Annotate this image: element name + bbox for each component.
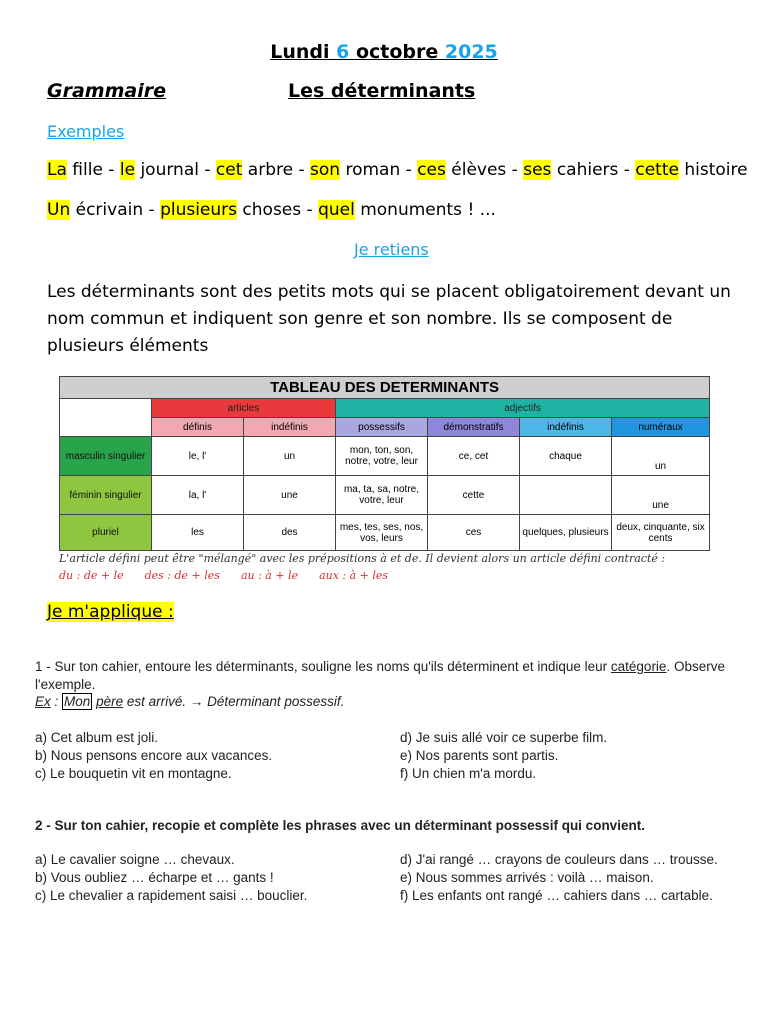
determinants-table [59,376,709,548]
subject-title: Grammaire [47,80,166,102]
determinant-highlight: le [119,160,136,180]
table-cell: ces [428,515,520,551]
determinant-highlight: cette [635,160,679,180]
table-cell: mes, tes, ses, nos, vos, leurs [336,515,428,551]
table-cell: quelques, plusieurs [520,515,612,551]
contraction-des: des : de + les [144,569,220,582]
table-cell: chaque [520,437,612,476]
contraction-du: du : de + le [59,569,124,582]
determinant-highlight: Un [47,200,71,220]
table-cell: le, l' [152,437,244,476]
contractions-line [59,569,388,582]
table-cell: la, l' [152,476,244,515]
table-cell: un [612,437,710,476]
table-title: TABLEAU DES DETERMINANTS [60,377,710,399]
example-text: journal - [135,160,216,180]
examples-line-1 [47,160,748,180]
example-determinant: Mon [64,694,91,709]
exercise-2-item-c: c) Le chevalier a rapidement saisi … bouclier. [35,888,308,903]
header-indefinis-adj: indéfinis [520,418,612,437]
example-rest: est arrivé. → Déterminant possessif. [123,694,345,709]
table-cell: ma, ta, sa, notre, votre, leur [336,476,428,515]
exercise-2-item-d: d) J'ai rangé … crayons de couleurs dans … trousse. [400,852,718,867]
example-text: arbre - [242,160,311,180]
topic-title: Les déterminants [288,80,476,102]
example-text: histoire [678,160,748,180]
determinant-highlight: ces [417,160,446,180]
exercise-1-title-underlined: catégorie [610,659,667,674]
date-heading [0,41,768,63]
table-cell: cette [428,476,520,515]
determinant-highlight: cet [215,160,243,180]
determinant-highlight: La [47,160,67,180]
determinant-highlight: quel [318,200,355,220]
example-separator: : [50,694,63,709]
example-text: élèves - [445,160,524,180]
example-text: cahiers - [551,160,636,180]
row-label-pluriel: pluriel [60,515,152,551]
exercise-1-item-d: d) Je suis allé voir ce superbe film. [400,730,608,745]
example-text: choses - [237,200,319,220]
row-label-masculin: masculin singulier [60,437,152,476]
table-cell: des [244,515,336,551]
header-possessifs: possessifs [336,418,428,437]
determinant-highlight: plusieurs [160,200,238,220]
header-numeraux: numéraux [612,418,710,437]
table-cell: un [244,437,336,476]
exercise-1-item-b: b) Nous pensons encore aux vacances. [35,748,273,763]
exercise-2-title: 2 - Sur ton cahier, recopie et complète les phrases avec un déterminant possessif qui convient. [35,818,645,833]
exercise-1-title-end: . Observe l'exemple. [35,659,725,692]
header-demonstratifs: démonstratifs [428,418,520,437]
date-weekday: Lundi [270,41,337,63]
retiens-paragraph: Les déterminants sont des petits mots qui se placent obligatoirement devant un nom commun et indiquent son genre et son nombre. Ils se composent de plusieurs éléments [47,282,731,356]
table-cell: ce, cet [428,437,520,476]
article-contracte-note: L'article défini peut être "mélangé" avec les prépositions à et de. Il devient alors un article défini contracté : [59,552,666,565]
exercise-1-title-part: 1 - Sur ton cahier, entoure les déterminants, souligne les noms qu'ils déterminent et indique leur [35,659,611,674]
exercise-1-example [35,694,344,709]
exercise-1-item-c: c) Le bouquetin vit en montagne. [35,766,232,781]
examples-link[interactable]: Exemples [47,122,125,141]
table-cell: une [612,476,710,515]
example-text: roman - [340,160,418,180]
date-month: octobre [349,41,445,63]
example-text: fille - [66,160,120,180]
exercise-1-item-a: a) Cet album est joli. [35,730,159,745]
examples-line-2 [47,200,496,220]
example-noun: père [96,694,124,709]
exercise-2-item-f: f) Les enfants ont rangé … cahiers dans … cartable. [400,888,713,903]
exercise-1-item-e: e) Nos parents sont partis. [400,748,559,763]
table-cell: deux, cinquante, six cents [612,515,710,551]
exercise-2-item-a: a) Le cavalier soigne … chevaux. [35,852,235,867]
contraction-aux: aux : à + les [319,569,389,582]
contraction-au: au : à + le [240,569,299,582]
table-cell: mon, ton, son, notre, votre, leur [336,437,428,476]
example-text: monuments ! ... [354,200,496,220]
group-adjectifs: adjectifs [336,399,710,418]
table-cell [520,476,612,515]
exercise-1-title [35,658,735,694]
apply-heading: Je m'applique : [47,602,174,622]
determinant-highlight: son [310,160,341,180]
header-indefinis: indéfinis [244,418,336,437]
table-cell: une [244,476,336,515]
date-day: 6 [336,41,350,63]
date-year: 2025 [444,41,498,63]
group-articles: articles [152,399,336,418]
table-cell: les [152,515,244,551]
retiens-link[interactable]: Je retiens [354,240,429,259]
row-label-feminin: féminin singulier [60,476,152,515]
example-label: Ex [35,694,51,709]
exercise-2-item-e: e) Nous sommes arrivés : voilà … maison. [400,870,654,885]
table-corner [60,399,152,437]
header-definis: définis [152,418,244,437]
exercise-1-item-f: f) Un chien m'a mordu. [400,766,537,781]
determinant-highlight: ses [523,160,552,180]
exercise-2-item-b: b) Vous oubliez … écharpe et … gants ! [35,870,274,885]
example-text: écrivain - [70,200,161,220]
